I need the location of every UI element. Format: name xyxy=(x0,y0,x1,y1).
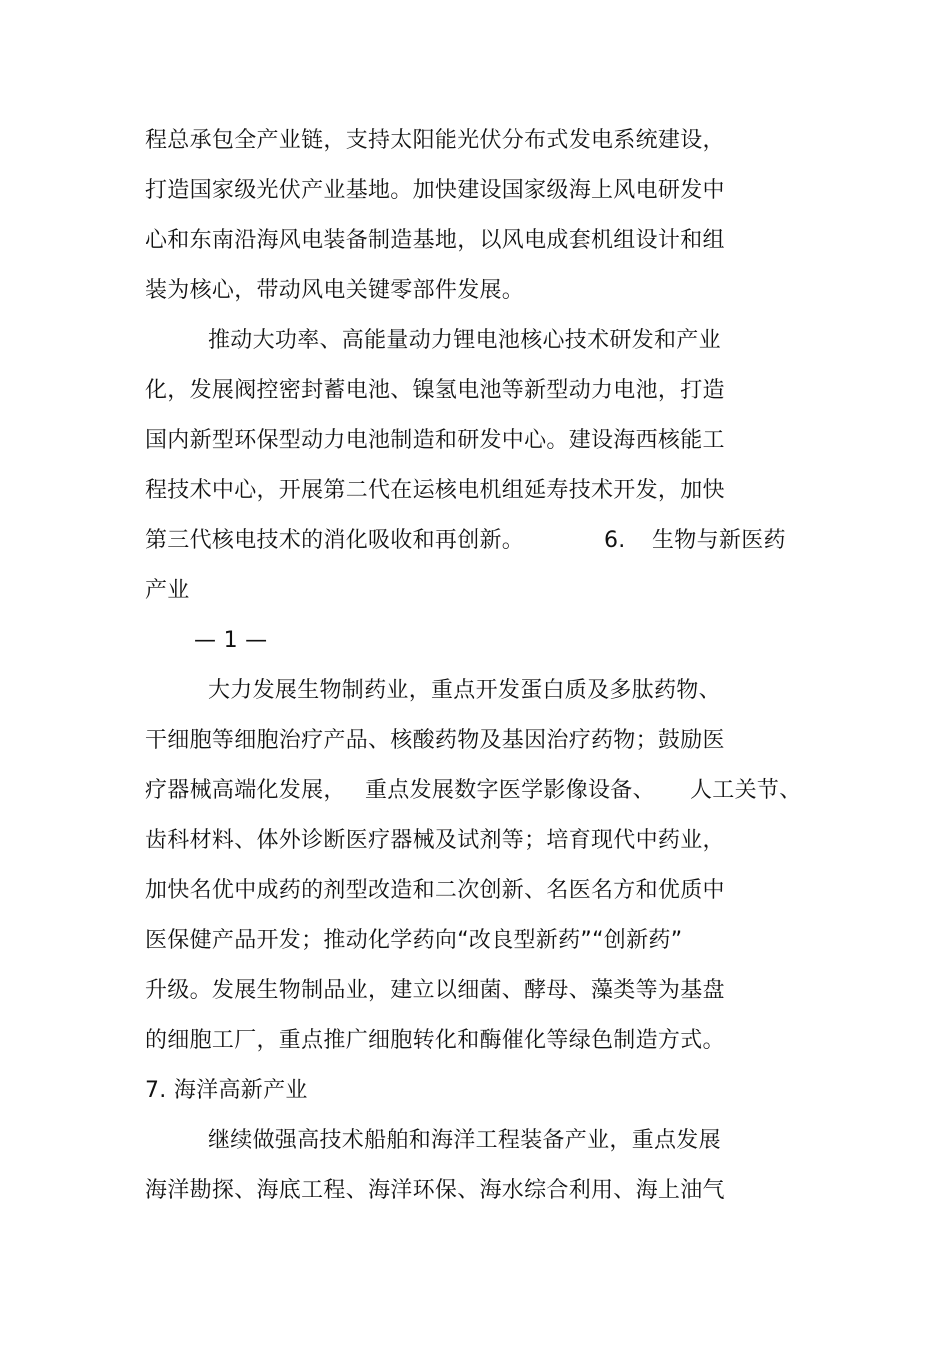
section-number: 6. xyxy=(604,528,626,553)
text-line: 疗器械高端化发展， xyxy=(145,778,346,803)
text-line: 化，发展阀控密封蓄电池、镍氢电池等新型动力电池，打造 xyxy=(145,378,725,403)
text-line: 的细胞工厂，重点推广细胞转化和酶催化等绿色制造方式。 xyxy=(145,1028,725,1053)
text-line: 程技术中心，开展第二代在运核电机组延寿技术开发，加快 xyxy=(145,478,725,503)
text-line: 程总承包全产业链，支持太阳能光伏分布式发电系统建设， xyxy=(145,128,725,153)
text-line: 升级。发展生物制品业，建立以细菌、酵母、藻类等为基盘 xyxy=(145,978,725,1003)
section-heading: 7. 海洋高新产业 xyxy=(145,1078,308,1103)
paragraph-first-line: 推动大功率、高能量动力锂电池核心技术研发和产业 xyxy=(208,328,721,353)
section-heading-continued: 产业 xyxy=(145,578,190,603)
text-line-segment: 人工关节、 xyxy=(690,778,802,803)
text-line: 医保健产品开发；推动化学药向“改良型新药”“创新药” xyxy=(145,928,683,953)
text-line: 加快名优中成药的剂型改造和二次创新、名医名方和优质中 xyxy=(145,878,725,903)
page-number: — 1 — xyxy=(194,628,268,653)
paragraph-first-line: 继续做强高技术船舶和海洋工程装备产业，重点发展 xyxy=(208,1128,721,1153)
text-line: 装为核心，带动风电关键零部件发展。 xyxy=(145,278,525,303)
text-line: 第三代核电技术的消化吸收和再创新。 xyxy=(145,528,525,553)
text-line: 打造国家级光伏产业基地。加快建设国家级海上风电研发中 xyxy=(145,178,725,203)
section-heading: 生物与新医药 xyxy=(652,528,786,553)
paragraph-first-line: 大力发展生物制药业，重点开发蛋白质及多肽药物、 xyxy=(208,678,721,703)
text-line: 齿科材料、体外诊断医疗器械及试剂等；培育现代中药业， xyxy=(145,828,725,853)
text-line-segment: 重点发展数字医学影像设备、 xyxy=(365,778,655,803)
text-line: 心和东南沿海风电装备制造基地，以风电成套机组设计和组 xyxy=(145,228,725,253)
text-line: 海洋勘探、海底工程、海洋环保、海水综合利用、海上油气 xyxy=(145,1178,725,1203)
text-line: 国内新型环保型动力电池制造和研发中心。建设海西核能工 xyxy=(145,428,725,453)
text-line: 干细胞等细胞治疗产品、核酸药物及基因治疗药物；鼓励医 xyxy=(145,728,725,753)
